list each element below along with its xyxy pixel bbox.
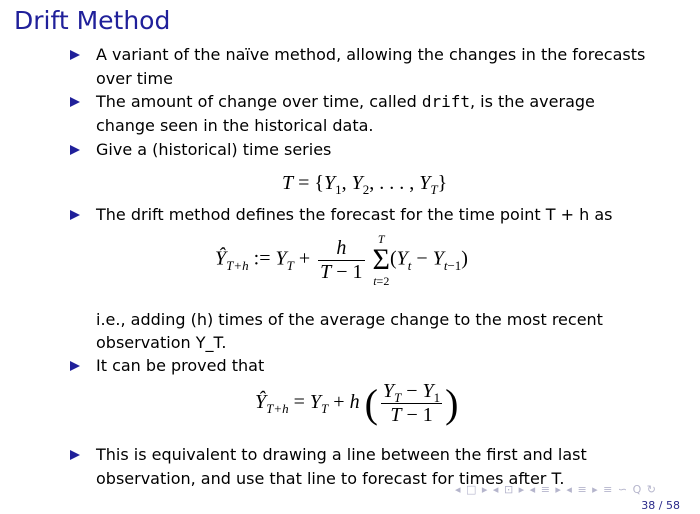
equation-drift-closed-form: $Ŷ_{T+h} = Y_T + h$ ( $\frac{Y_T - Y_1}{T - 1}$ ) [255,380,459,426]
bullet-2-line-1 [96,92,595,112]
bullet-marker-icon [70,361,78,369]
equation-time-series: $T = \{Y_1$, $Y_2$, . . . , $Y_T$} [282,172,448,197]
bullet-1-line-2: over time [96,69,173,88]
bullet-4-after-1: i.e., adding (h) times of the average change to the most recent [96,310,603,329]
bullet-6-line-2: observation, and use that line to forecast for times after T. [96,469,565,488]
drift-code: drift [421,92,470,111]
bullet-marker-icon [70,450,78,458]
equation-drift-forecast: $Ŷ_{T+h}$ := $Y_T$ + $\frac{h}{T - 1}$ T Σ t=2 $(Y_t - Y_{t-1})$ [215,232,468,288]
bullet-5-line-1: It can be proved that [96,356,265,375]
slide-title: Drift Method [14,6,171,35]
bullet-marker-icon [70,145,78,153]
bullet-6-line-1: This is equivalent to drawing a line between the first and last [96,445,587,464]
beamer-navigation-icons[interactable]: ◂ □ ▸ ◂ ⊡ ▸ ◂ ≡ ▸ ◂ ≡ ▸ ≡ ∽ Q ↻ [455,483,657,496]
bullet-1-line-1: A variant of the naïve method, allowing the changes in the forecasts [96,45,646,64]
bullet-2-text-pre: The amount of change over time, called [96,92,422,111]
page-number: 38 / 58 [641,499,680,512]
bullet-3-line-1: Give a (historical) time series [96,140,332,159]
bullet-marker-icon [70,210,78,218]
bullet-2-text-post: , is the average [469,92,595,111]
bullet-marker-icon [70,50,78,58]
bullet-4-line-1: The drift method defines the forecast for the time point T + h as [96,205,613,224]
bullet-2-line-2: change seen in the historical data. [96,116,374,135]
bullet-4-after-2: observation Y_T. [96,333,227,352]
bullet-marker-icon [70,97,78,105]
